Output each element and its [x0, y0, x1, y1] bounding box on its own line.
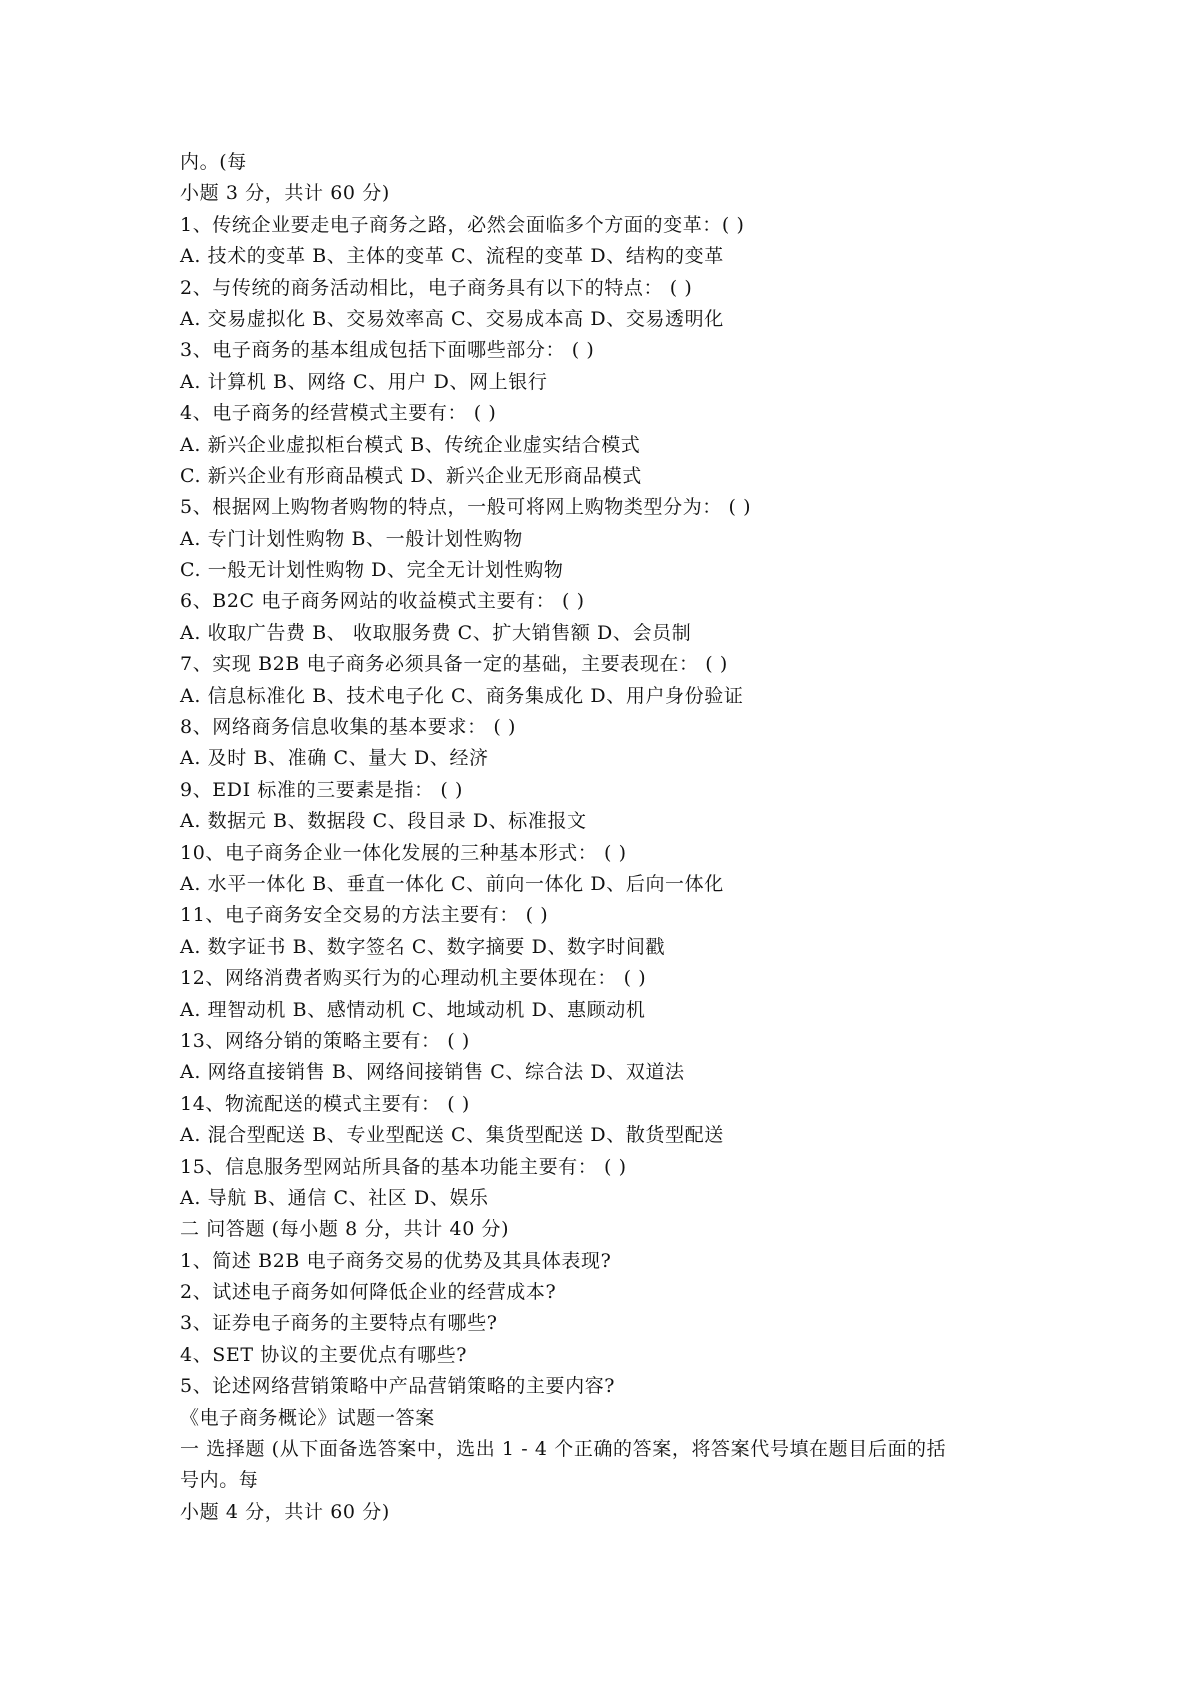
text-line: C. 新兴企业有形商品模式 D、新兴企业无形商品模式	[180, 464, 642, 487]
text-line: A. 数据元 B、数据段 C、段目录 D、标准报文	[180, 810, 587, 833]
text-line: A. 收取广告费 B、 收取服务费 C、扩大销售额 D、会员制	[180, 621, 692, 644]
text-line: 一 选择题 (从下面备选答案中，选出 1 - 4 个正确的答案，将答案代号填在题目后面的括	[180, 1438, 947, 1461]
text-line: 7、实现 B2B 电子商务必须具备一定的基础，主要表现在： ( )	[180, 653, 728, 676]
text-line: 11、电子商务安全交易的方法主要有： ( )	[180, 904, 549, 927]
document-body	[180, 147, 1020, 1528]
text-line: 5、论述网络营销策略中产品营销策略的主要内容?	[180, 1375, 616, 1398]
text-line: 号内。每	[180, 1469, 259, 1492]
text-line: 10、电子商务企业一体化发展的三种基本形式： ( )	[180, 841, 627, 864]
text-line: 12、网络消费者购买行为的心理动机主要体现在： ( )	[180, 967, 647, 990]
text-line: 14、物流配送的模式主要有： ( )	[180, 1092, 470, 1115]
text-line: A. 混合型配送 B、专业型配送 C、集货型配送 D、散货型配送	[180, 1124, 724, 1147]
text-line: A. 技术的变革 B、主体的变革 C、流程的变革 D、结构的变革	[180, 245, 724, 268]
text-line: A. 信息标准化 B、技术电子化 C、商务集成化 D、用户身份验证	[180, 684, 744, 707]
text-line: 2、与传统的商务活动相比，电子商务具有以下的特点： ( )	[180, 276, 693, 299]
text-line: 6、B2C 电子商务网站的收益模式主要有： ( )	[180, 590, 585, 613]
text-line: 小题 4 分，共计 60 分)	[180, 1500, 390, 1523]
text-line: A. 交易虚拟化 B、交易效率高 C、交易成本高 D、交易透明化	[180, 307, 724, 330]
text-line: A. 网络直接销售 B、网络间接销售 C、综合法 D、双道法	[180, 1061, 685, 1084]
text-line: 4、SET 协议的主要优点有哪些?	[180, 1343, 468, 1366]
text-line: A. 新兴企业虚拟柜台模式 B、传统企业虚实结合模式	[180, 433, 641, 456]
text-line: 5、根据网上购物者购物的特点，一般可将网上购物类型分为： ( )	[180, 496, 752, 519]
text-line: A. 及时 B、准确 C、量大 D、经济	[180, 747, 489, 770]
text-line: A. 水平一体化 B、垂直一体化 C、前向一体化 D、后向一体化	[180, 872, 724, 895]
text-line: 3、电子商务的基本组成包括下面哪些部分： ( )	[180, 339, 595, 362]
text-line: 小题 3 分，共计 60 分)	[180, 182, 390, 205]
text-line: 9、EDI 标准的三要素是指： ( )	[180, 778, 464, 801]
text-line: A. 专门计划性购物 B、一般计划性购物	[180, 527, 523, 550]
text-line: 13、网络分销的策略主要有： ( )	[180, 1029, 470, 1052]
text-line: A. 导航 B、通信 C、社区 D、娱乐	[180, 1186, 489, 1209]
text-line: 1、简述 B2B 电子商务交易的优势及其具体表现?	[180, 1249, 612, 1272]
text-line: 《电子商务概论》试题一答案	[180, 1406, 435, 1429]
text-line: 4、电子商务的经营模式主要有： ( )	[180, 402, 497, 425]
text-line: C. 一般无计划性购物 D、完全无计划性购物	[180, 559, 564, 582]
text-line: A. 计算机 B、网络 C、用户 D、网上银行	[180, 370, 548, 393]
text-line: A. 理智动机 B、感情动机 C、地域动机 D、惠顾动机	[180, 998, 646, 1021]
text-line: 3、证券电子商务的主要特点有哪些?	[180, 1312, 498, 1335]
text-line: 8、网络商务信息收集的基本要求： ( )	[180, 716, 516, 739]
text-line: A. 数字证书 B、数字签名 C、数字摘要 D、数字时间戳	[180, 935, 666, 958]
text-line: 2、试述电子商务如何降低企业的经营成本?	[180, 1281, 557, 1304]
text-line: 内。(每	[180, 151, 247, 173]
text-line: 15、信息服务型网站所具备的基本功能主要有： ( )	[180, 1155, 627, 1178]
text-line: 1、传统企业要走电子商务之路，必然会面临多个方面的变革：( )	[180, 213, 745, 236]
text-line: 二 问答题 (每小题 8 分，共计 40 分)	[180, 1218, 510, 1241]
